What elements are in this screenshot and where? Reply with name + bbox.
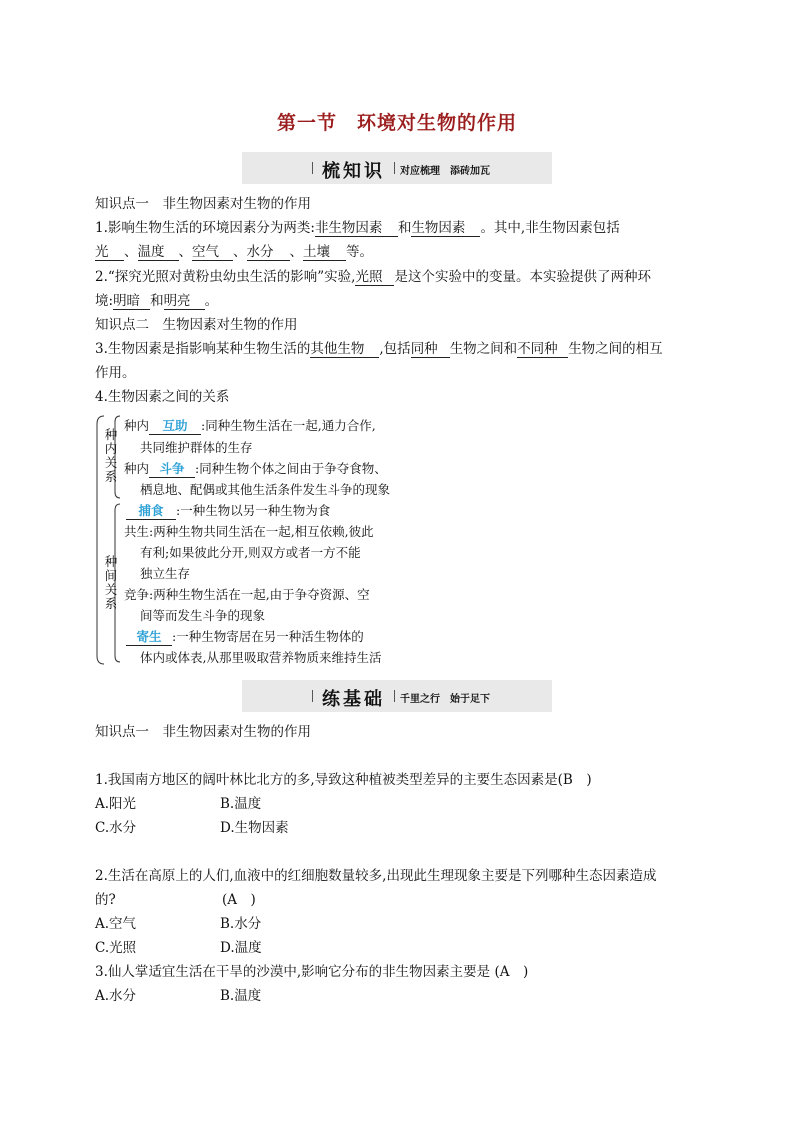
exercise-2-answer: (A ) — [222, 892, 256, 908]
question-1-line-2 — [95, 243, 373, 261]
exercise-2-question: 2.生活在高原上的人们,血液中的红细胞数量较多,出现此生理现象主要是下列哪种生态因素造成 — [95, 868, 657, 884]
text: 境: — [95, 293, 114, 309]
text: 。其中,非生物因素包括 — [480, 220, 620, 236]
exercise-2-option-c: C.光照 — [95, 940, 137, 956]
banner-bar-right — [394, 690, 395, 702]
separator: 、 — [233, 244, 247, 260]
question-2-line-2 — [95, 292, 218, 310]
text: 生物之间的相互 — [568, 341, 663, 357]
separator: 、 — [178, 244, 192, 260]
question-1-line-1 — [95, 219, 620, 237]
tree-row: 独立生存 — [140, 566, 191, 581]
banner-sub-text: 对应梳理 添砖加瓦 — [400, 166, 490, 177]
text: :一种生物寄居在另一种活生物体的 — [172, 629, 364, 644]
exercise-3-option-a: A.水分 — [95, 988, 137, 1004]
fill-blank: 非生物因素 — [315, 220, 398, 237]
banner-main-text: 梳知识 — [322, 161, 385, 182]
page-title: 第一节 环境对生物的作用 — [276, 112, 517, 134]
fill-blank: 温度 — [138, 244, 179, 261]
text: 1.影响生物生活的环境因素分为两类: — [95, 220, 315, 236]
highlight-blank: 寄生 — [126, 629, 172, 646]
fill-blank: 生物因素 — [411, 220, 480, 237]
exercise-1-option-c: C.水分 — [95, 820, 137, 836]
text: 。 — [204, 293, 219, 309]
exercise-1-option-a: A.阳光 — [95, 796, 137, 812]
text: :同种生物个体之间由于争夺食物、 — [195, 461, 387, 476]
inter-label: 种间关系 — [104, 554, 118, 611]
text: 3.生物因素是指影响某种生物生活的 — [95, 341, 311, 357]
intra-label: 种内关系 — [104, 427, 118, 484]
text: :一种生物以另一种生物为食 — [176, 503, 331, 518]
tree-row — [124, 461, 387, 478]
text: 等。 — [346, 244, 373, 260]
separator: 、 — [124, 244, 138, 260]
banner-main-text: 练基础 — [322, 689, 385, 710]
tree-row: 间等而发生斗争的现象 — [140, 608, 266, 623]
exercise-2-question-cont: 的? — [95, 892, 116, 908]
outer-bracket — [97, 416, 104, 664]
fill-blank: 空气 — [192, 244, 233, 261]
exercise-3-question: 3.仙人掌适宜生活在干旱的沙漠中,影响它分布的非生物因素主要是 (A ) — [95, 964, 529, 980]
exercise-2-option-b: B.水分 — [220, 916, 262, 932]
banner-bar-left — [312, 162, 313, 174]
section-banner-knowledge — [242, 152, 552, 184]
section-banner-practice — [242, 680, 552, 712]
text: 种内 — [124, 461, 150, 476]
banner-bar-left — [312, 690, 313, 702]
fill-blank: 光照 — [355, 269, 394, 286]
fill-blank: 土壤 — [303, 244, 346, 261]
exercise-3-option-b: B.温度 — [220, 988, 262, 1004]
fill-blank: 不同种 — [517, 341, 568, 358]
text: :同种生物生活在一起,通力合作, — [201, 418, 376, 433]
question-4: 4.生物因素之间的关系 — [95, 389, 230, 405]
question-3-line-1 — [95, 340, 663, 358]
tree-row: 竞争:两种生物生活在一起,由于争夺资源、空 — [124, 587, 370, 602]
tree-row: 共同维护群体的生存 — [140, 440, 253, 455]
tree-row: 共生:两种生物共同生活在一起,相互依赖,彼此 — [124, 524, 374, 539]
fill-blank: 光 — [95, 244, 124, 261]
banner-bar-right — [394, 162, 395, 174]
highlight-blank: 斗争 — [149, 461, 195, 478]
tree-row: 体内或体表,从那里吸取营养物质来维持生活 — [140, 650, 382, 665]
highlight-blank: 互助 — [149, 418, 201, 435]
text: 种内 — [124, 418, 150, 433]
separator: 、 — [289, 244, 303, 260]
text: 生物之间和 — [449, 341, 518, 357]
knowledge-point-heading: 知识点二 生物因素对生物的作用 — [95, 317, 298, 333]
tree-row: 有利;如果彼此分开,则双方或者一方不能 — [140, 545, 361, 560]
exercise-1-question: 1.我国南方地区的阔叶林比北方的多,导致这种植被类型差异的主要生态因素是(B ) — [95, 772, 592, 788]
tree-row — [126, 503, 330, 520]
highlight-blank: 捕食 — [126, 503, 176, 520]
exercise-1-option-d: D.生物因素 — [220, 820, 289, 836]
tree-row — [124, 418, 376, 435]
fill-blank: 明暗 — [113, 293, 150, 310]
text: ,包括 — [379, 341, 411, 357]
text: 2.“探究光照对黄粉虫幼虫生活的影响”实验, — [95, 269, 356, 285]
knowledge-point-heading: 知识点一 非生物因素对生物的作用 — [95, 196, 311, 212]
fill-blank: 水分 — [247, 244, 290, 261]
text: 和 — [150, 293, 164, 309]
text: 和 — [397, 220, 412, 236]
question-2-line-1 — [95, 268, 651, 286]
tree-row: 栖息地、配偶或其他生活条件发生斗争的现象 — [140, 482, 391, 497]
exercise-2-option-a: A.空气 — [95, 916, 137, 932]
banner-sub-text: 千里之行 始于足下 — [400, 694, 490, 705]
tree-row — [126, 629, 364, 646]
fill-blank: 明亮 — [164, 293, 205, 310]
exercise-1-option-b: B.温度 — [220, 796, 262, 812]
question-3-line-2: 作用。 — [95, 365, 136, 381]
exercise-2-option-d: D.温度 — [220, 940, 262, 956]
fill-blank: 其他生物 — [310, 341, 379, 358]
knowledge-point-heading: 知识点一 非生物因素对生物的作用 — [95, 724, 311, 740]
text: 是这个实验中的变量。本实验提供了两种环 — [394, 269, 651, 285]
fill-blank: 同种 — [411, 341, 450, 358]
